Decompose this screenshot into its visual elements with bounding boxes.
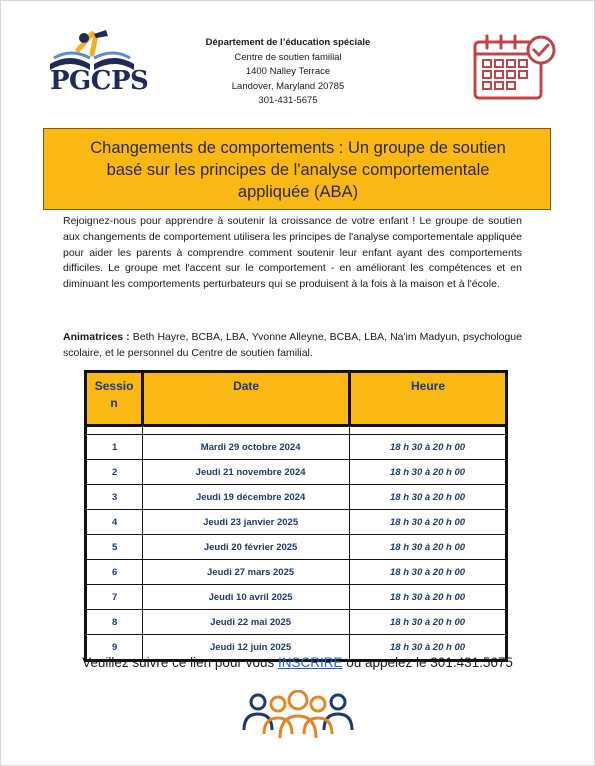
time-cell: 18 h 30 à 20 h 00 [350,485,507,510]
title-line-1: Changements de comportements : Un groupe de soutien [90,139,506,157]
table-body [86,426,507,661]
facilitators-paragraph [63,329,522,361]
time-cell: 18 h 30 à 20 h 00 [350,610,507,635]
title-banner [43,128,551,210]
intro-paragraph: Rejoignez-nous pour apprendre à soutenir la croissance de votre enfant ! Le groupe de soutien aux changements de comportement utilisera les principes de l'analyse comportementale appliquée pour aider les parents à comprendre comment soutenir leur enfant ayant des comportements difficiles. Le groupe met l'accent sur le comportement - en améliorant les compétences et en diminuant les comportements perturbateurs qui se produisent à la fois à la maison et à l'école. [63,215,522,291]
city-address: Landover, Maryland 20785 [231,80,345,92]
time-cell: 18 h 30 à 20 h 00 [350,510,507,535]
header-session [86,372,143,426]
session-number-cell: 4 [86,510,143,535]
address-block [188,36,388,109]
register-link[interactable]: INSCRIRE [277,655,343,670]
table-row [86,535,507,560]
table-row [86,460,507,485]
time-cell: 18 h 30 à 20 h 00 [350,585,507,610]
date-cell: Jeudi 20 février 2025 [143,535,350,560]
registration-text-before: Veuillez suivre ce lien pour vous [82,655,278,670]
center-name: Centre de soutien familial [234,51,342,63]
table-row [86,560,507,585]
time-cell: 18 h 30 à 20 h 00 [350,560,507,585]
phone-number: 301-431-5675 [258,95,318,106]
facilitators-label: Animatrices : [63,331,130,343]
session-number-cell: 1 [86,435,143,460]
date-cell: Jeudi 23 janvier 2025 [143,510,350,535]
table-row [86,510,507,535]
session-number-cell: 8 [86,610,143,635]
time-cell: 18 h 30 à 20 h 00 [350,635,507,661]
schedule-table [84,370,508,662]
date-cell: Jeudi 21 novembre 2024 [143,460,350,485]
people-group-icon [236,690,360,740]
session-number-cell: 2 [86,460,143,485]
calendar-check-icon [469,34,561,108]
date-cell: Mardi 29 octobre 2024 [143,435,350,460]
header-date: Date [143,372,350,426]
registration-text-after: ou appelez le 301.431.5675 [342,655,513,670]
table-row [86,435,507,460]
page-title [54,137,542,203]
table-row [86,585,507,610]
session-number-cell: 3 [86,485,143,510]
department-name: Département de l’éducation spéciale [205,37,371,48]
header-heure: Heure [350,372,507,426]
date-cell: Jeudi 10 avril 2025 [143,585,350,610]
time-cell: 18 h 30 à 20 h 00 [350,460,507,485]
session-number-cell: 7 [86,585,143,610]
street-address: 1400 Nalley Terrace [245,66,331,77]
table-row [86,610,507,635]
date-cell: Jeudi 22 mai 2025 [143,610,350,635]
logo-text: PGCPS [50,66,149,96]
date-cell: Jeudi 12 juin 2025 [143,635,350,661]
facilitators-text: Beth Hayre, BCBA, LBA, Yvonne Alleyne, BCBA, LBA, Na'im Madyun, psychologue scolaire, et le personnel du Centre de soutien familial. [63,331,522,359]
table-spacer [86,426,507,435]
table-row [86,485,507,510]
time-cell: 18 h 30 à 20 h 00 [350,535,507,560]
registration-line [0,655,595,670]
session-number-cell: 6 [86,560,143,585]
header-session-line1: Sessio [94,379,134,393]
date-cell: Jeudi 19 décembre 2024 [143,485,350,510]
session-number-cell: 5 [86,535,143,560]
table-header-row [86,372,507,426]
date-cell: Jeudi 27 mars 2025 [143,560,350,585]
header-session-line2: n [110,396,118,410]
title-line-3: appliquée (ABA) [237,183,359,201]
title-line-2: basé sur les principes de l'analyse comportementale [106,161,490,179]
time-cell: 18 h 30 à 20 h 00 [350,435,507,460]
session-number-cell: 9 [86,635,143,661]
